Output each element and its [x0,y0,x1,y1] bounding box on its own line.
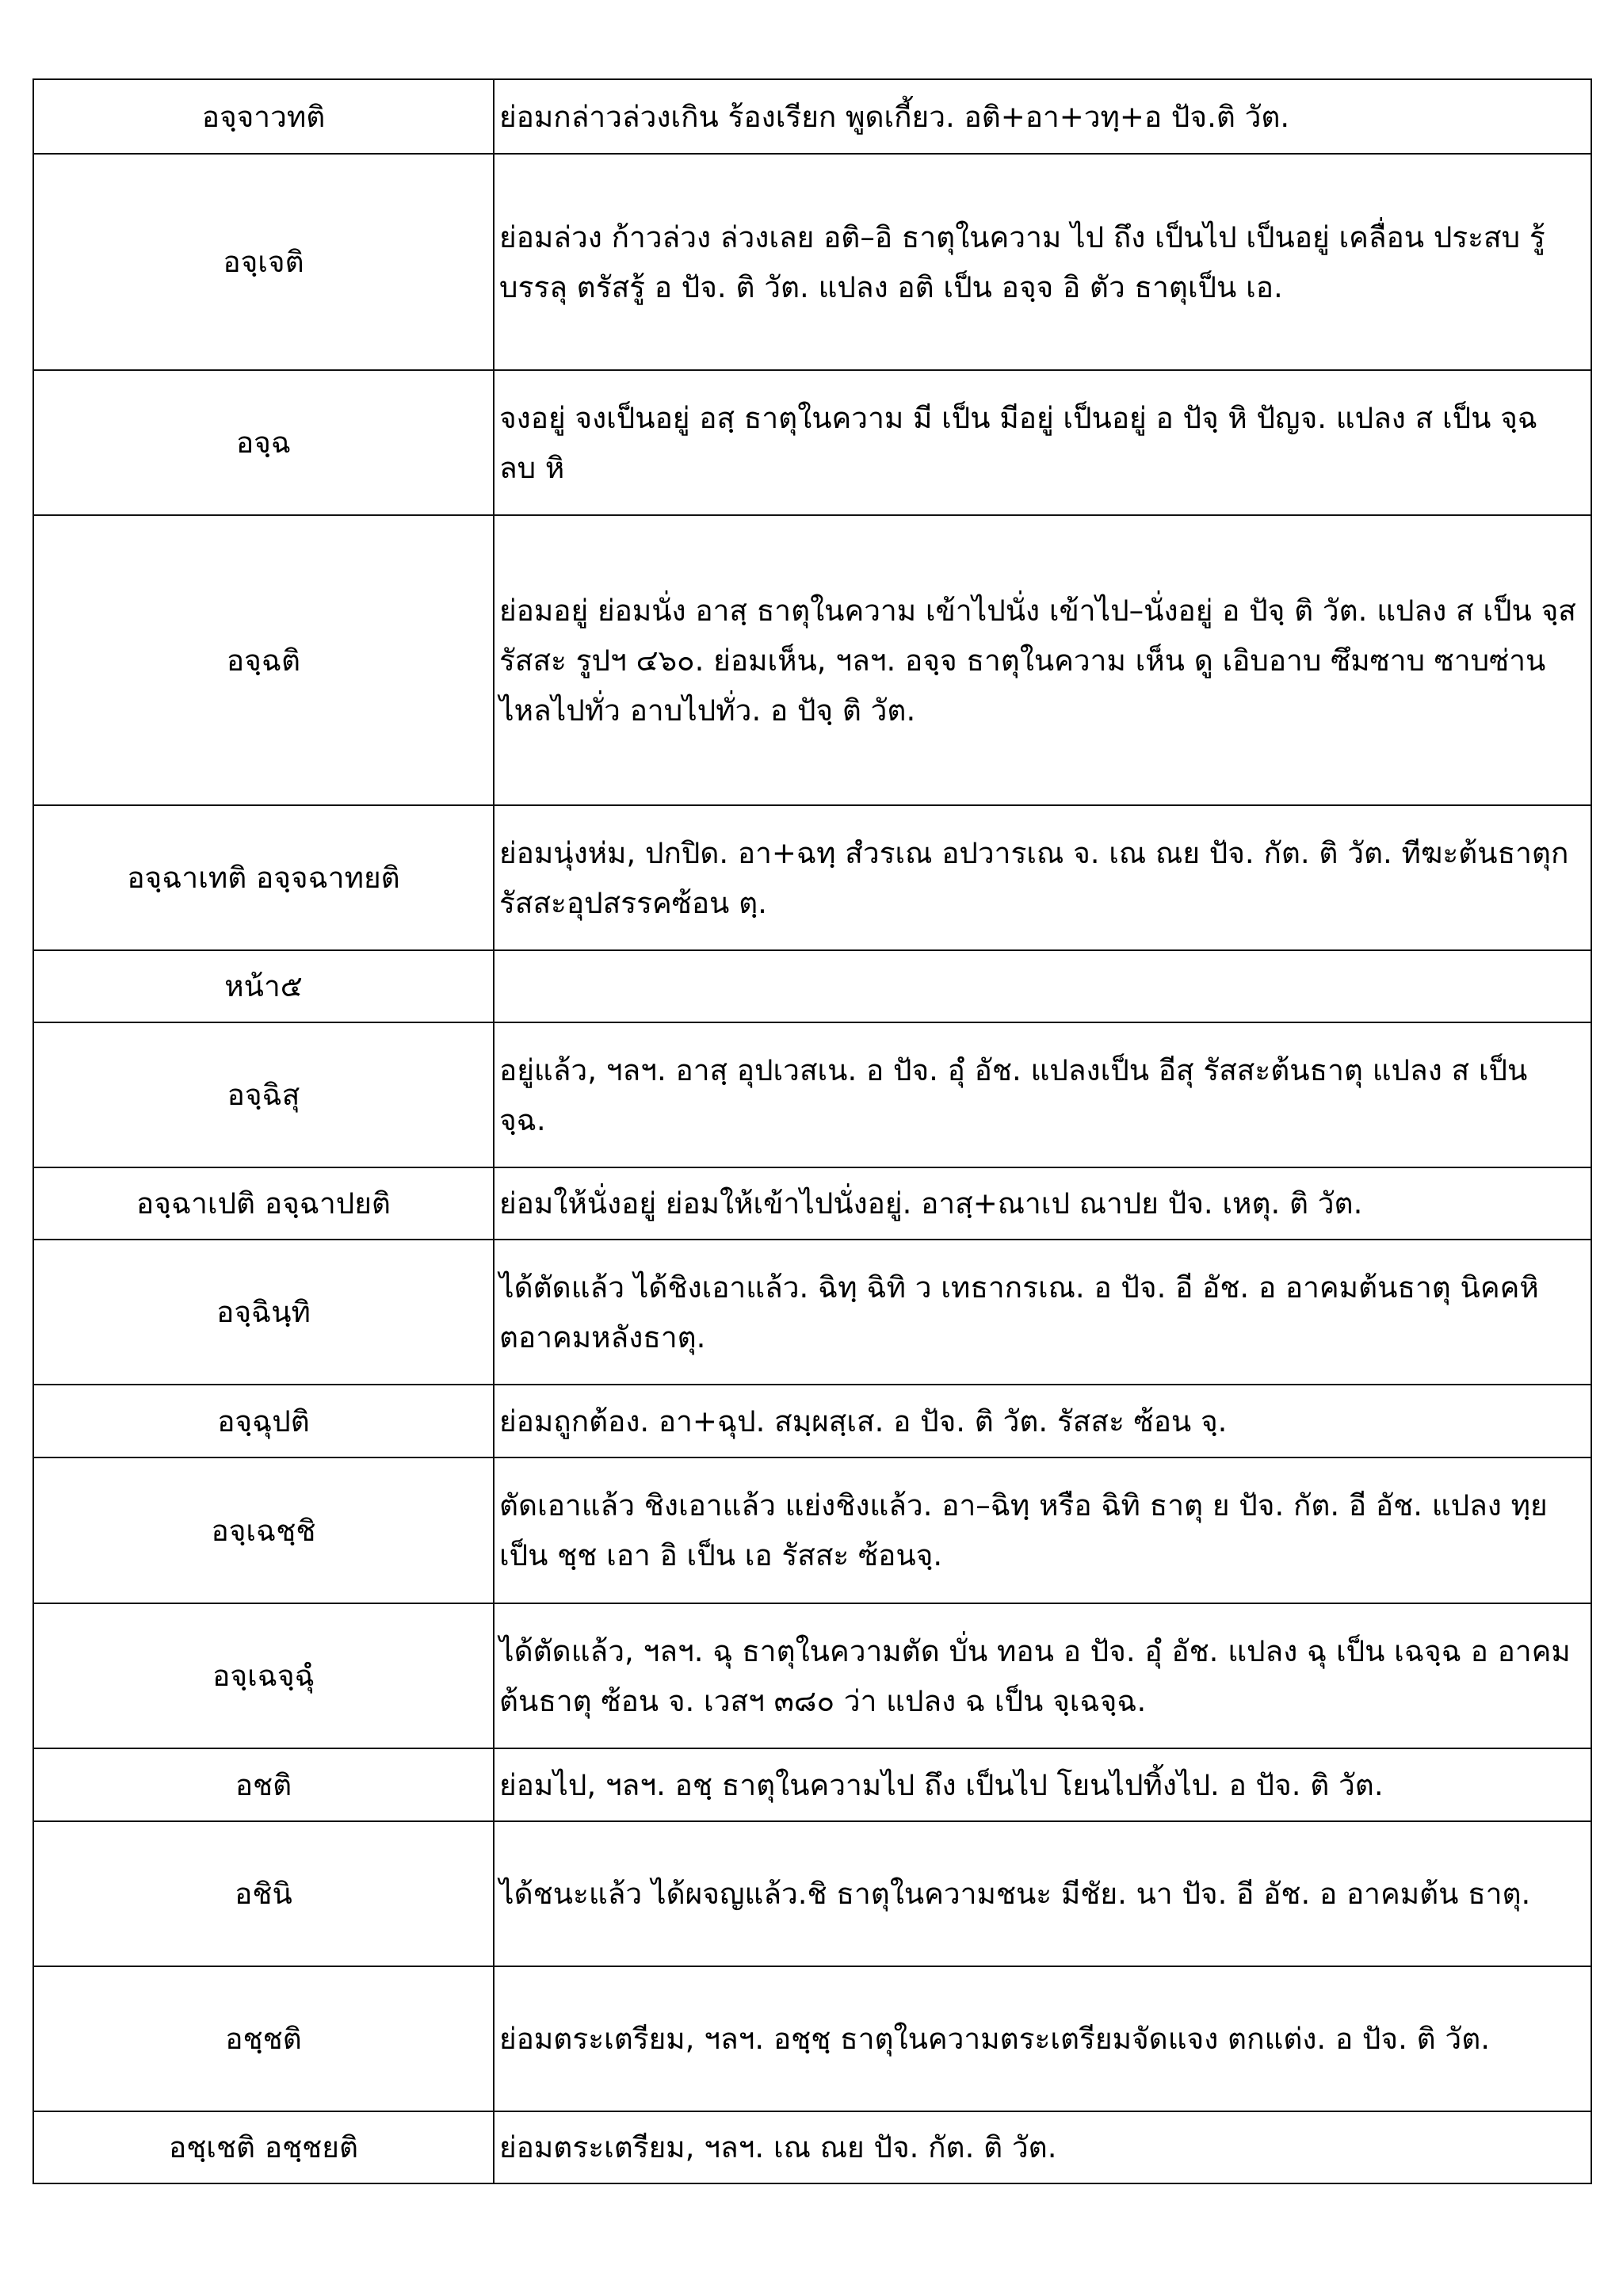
table-row [33,1167,1591,1240]
page-marker-cell: หน้า๕ [33,950,494,1022]
definition-cell: ตัดเอาแล้ว ชิงเอาแล้ว แย่งชิงแล้ว. อา–ฉิทฺ หรือ ฉิทิ ธาตุ ย ปัจ. กัต. อี อัช. แปลง ทฺย เป็น ชฺช เอา อิ เป็น เอ รัสสะ ซ้อนจฺ. [494,1457,1591,1603]
definition-cell: ย่อมถูกต้อง. อา+ฉุป. สมฺผสฺเส. อ ปัจ. ติ วัต. รัสสะ ซ้อน จฺ. [494,1385,1591,1457]
definition-cell: ได้ตัดแล้ว, ฯลฯ. ฉุ ธาตุในความตัด บั่น ทอน อ ปัจ. อุํ อัช. แปลง ฉุ เป็น เฉจฺฉ อ อาคมต้นธาตุ ซ้อน จ. เวสฯ ๓๘๐ ว่า แปลง ฉ เป็น จฺเฉจฺฉ. [494,1603,1591,1748]
term-cell: อชินิ [33,1821,494,1966]
table-row [33,1966,1591,2111]
definition-cell: ย่อมไป, ฯลฯ. อชฺ ธาตุในความไป ถึง เป็นไป โยนไปทิ้งไป. อ ปัจ. ติ วัต. [494,1748,1591,1821]
definition-cell: ได้ตัดแล้ว ได้ชิงเอาแล้ว. ฉิทฺ ฉิทิ ว เทธากรเณ. อ ปัจ. อี อัช. อ อาคมต้นธาตุ นิคคหิตอาคมหลังธาตุ. [494,1240,1591,1385]
table-row [33,805,1591,950]
term-cell: อจฺฉ [33,370,494,515]
term-cell: อจฺฉติ [33,515,494,805]
table-row [33,1603,1591,1748]
definition-cell [494,950,1591,1022]
term-cell: อจฺจาวทติ [33,79,494,154]
term-cell: อจฺเฉชฺชิ [33,1457,494,1603]
table-row [33,1821,1591,1966]
definition-cell: ได้ชนะแล้ว ได้ผจญแล้ว.ชิ ธาตุในความชนะ มีชัย. นา ปัจ. อี อัช. อ อาคมต้น ธาตุ. [494,1821,1591,1966]
term-cell: อจฺเจติ [33,154,494,370]
term-cell: อจฺฉิสุ [33,1022,494,1167]
table-row [33,1748,1591,1821]
dictionary-table [32,78,1592,2184]
table-row [33,370,1591,515]
term-cell: อชติ [33,1748,494,1821]
term-cell: อจฺฉาเทติ อจฺจฉาทยติ [33,805,494,950]
term-cell: อจฺฉาเปติ อจฺฉาปยติ [33,1167,494,1240]
table-row [33,1240,1591,1385]
table-row [33,2111,1591,2183]
definition-cell: อยู่แล้ว, ฯลฯ. อาสฺ อุปเวสเน. อ ปัจ. อุํ อัช. แปลงเป็น อีสุ รัสสะต้นธาตุ แปลง ส เป็น จฺฉ. [494,1022,1591,1167]
table-row [33,1385,1591,1457]
definition-cell: ย่อมนุ่งห่ม, ปกปิด. อา+ฉทฺ สํวรเณ อปวารเณ จ. เณ ณย ปัจ. กัต. ติ วัต. ทีฆะต้นธาตุก รัสสะอุปสรรคซ้อน ตฺ. [494,805,1591,950]
definition-cell: ย่อมให้นั่งอยู่ ย่อมให้เข้าไปนั่งอยู่. อาสฺ+ณาเป ณาปย ปัจ. เหตุ. ติ วัต. [494,1167,1591,1240]
term-cell: อจฺเฉจฺฉุํ [33,1603,494,1748]
table-row [33,1457,1591,1603]
term-cell: อจฺฉุปติ [33,1385,494,1457]
term-cell: อชฺเชติ อชฺชยติ [33,2111,494,2183]
definition-cell: ย่อมกล่าวล่วงเกิน ร้องเรียก พูดเกี้ยว. อติ+อา+วทฺ+อ ปัจ.ติ วัต. [494,79,1591,154]
definition-cell: ย่อมตระเตรียม, ฯลฯ. อชฺชฺ ธาตุในความตระเตรียมจัดแจง ตกแต่ง. อ ปัจ. ติ วัต. [494,1966,1591,2111]
term-cell: อชฺชติ [33,1966,494,2111]
table-row [33,950,1591,1022]
term-cell: อจฺฉินฺทิ [33,1240,494,1385]
definition-cell: ย่อมล่วง ก้าวล่วง ล่วงเลย อติ–อิ ธาตุในความ ไป ถึง เป็นไป เป็นอยู่ เคลื่อน ประสบ รู้ บรรลุ ตรัสรู้ อ ปัจ. ติ วัต. แปลง อติ เป็น อจฺจ อิ ตัว ธาตุเป็น เอ. [494,154,1591,370]
table-row [33,79,1591,154]
definition-cell: ย่อมตระเตรียม, ฯลฯ. เณ ณย ปัจ. กัต. ติ วัต. [494,2111,1591,2183]
table-row [33,1022,1591,1167]
definition-cell: จงอยู่ จงเป็นอยู่ อสฺ ธาตุในความ มี เป็น มีอยู่ เป็นอยู่ อ ปัจฺ หิ ปัญจ. แปลง ส เป็น จฺฉ ลบ หิ [494,370,1591,515]
definition-cell: ย่อมอยู่ ย่อมนั่ง อาสฺ ธาตุในความ เข้าไปนั่ง เข้าไป–นั่งอยู่ อ ปัจฺ ติ วัต. แปลง ส เป็น จฺส รัสสะ รูปฯ ๔๖๐. ย่อมเห็น, ฯลฯ. อจฺจ ธาตุในความ เห็น ดู เอิบอาบ ซึมซาบ ซาบซ่าน ไหลไปทั่ว อาบไปทั่ว. อ ปัจฺ ติ วัต. [494,515,1591,805]
table-row [33,515,1591,805]
table-row [33,154,1591,370]
